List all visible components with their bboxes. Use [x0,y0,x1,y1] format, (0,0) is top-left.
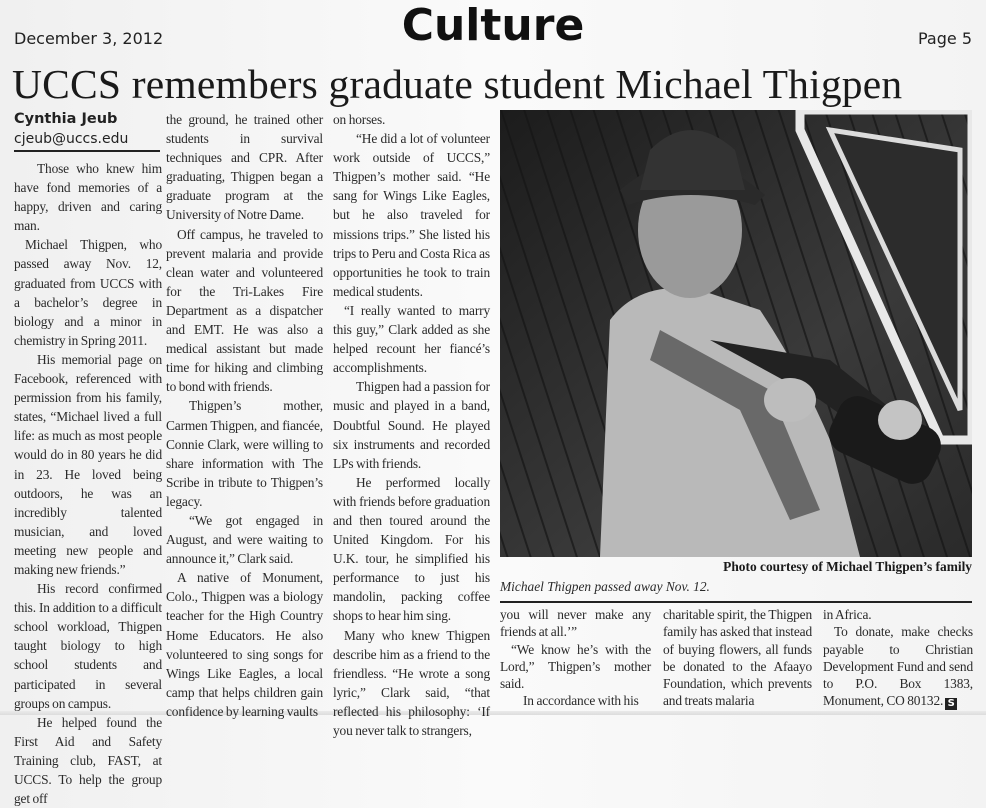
paragraph: He performed locally with friends before graduation and then toured around the United Kingdom. For his U.K. tour, he simplified his performance to just his mandolin, packing coffee shops to hear him sing. [333,474,490,624]
paragraph: the ground, he trained other students in survival techniques and CPR. After graduating, Thigpen began a graduate program at the University of Notre Dame. [166,112,323,223]
article-column-5 [663,606,812,710]
paragraph: Off campus, he traveled to prevent malaria and provide clean water and volunteered for the Tri-Lakes Fire Department as a dispatcher and EMT. He was also a medical assistant but made time for hiking and climbing to bond with friends. [166,226,323,395]
byline-email[interactable]: cjeub@uccs.edu [14,131,129,147]
article-column-1 [14,159,162,808]
paragraph: “He did a lot of volunteer work outside of UCCS,” Thigpen’s mother said. “He sang for Wings Like Eagles, but he also traveled for missions trips.” She listed his trips to Peru and Costa Rica as opportunities he took to train medical students. [333,131,490,299]
paragraph: His memorial page on Facebook, referenced with permission from his family, states, “Michael lived a full life: as much as most people would do in 80 years he did in 23. He loved being outdoors, he was an incredibly talented musician, and loved meeting new people and making new friends.” [14,351,162,577]
article-column-2 [166,110,323,721]
byline-author: Cynthia Jeub [14,111,118,127]
paragraph: in Africa. [823,607,872,622]
caption-divider [500,601,972,603]
paragraph: A native of Monument, Colo., Thigpen was a biology teacher for the High Country Home Educators. He also volunteered to sing songs for Wings Like Eagles, a local camp that helps children gain confidence by learning vaults [166,570,323,719]
photo-musician-with-mandolin [500,110,972,557]
paragraph: “We got engaged in August, and were waiting to announce it,” Clark said. [166,512,323,567]
article-column-6 [823,606,973,710]
article-photo [500,110,972,557]
photo-credit: Photo courtesy of Michael Thigpen’s family [723,559,972,574]
paragraph-text: To donate, make checks payable to Christian Development Fund and send to P.O. Box 1383, Monument, CO 80132. [823,624,973,709]
paragraph: Those who knew him have fond memories of a happy, driven and caring man. [14,161,162,234]
paragraph: “I really wanted to marry this guy,” Clark added as she helped recount her fiancé’s accomplishments. [333,302,490,376]
page-number: Page 5 [918,29,972,48]
paragraph: He helped found the First Aid and Safety Training club, FAST, at UCCS. To help the group get off [14,714,162,807]
paragraph: Many who knew Thigpen describe him as a friend to the friendless. “He wrote a song lyric,” Clark said, “that reflected his philosophy: ‘If you never talk to strangers, [333,627,490,738]
paragraph: His record confirmed this. In addition to a difficult school workload, Thigpen taught biology to high school students and participated in several groups on campus. [14,581,162,711]
issue-date: December 3, 2012 [14,29,164,48]
article-headline: UCCS remembers graduate student Michael Thigpen [12,61,903,107]
paragraph [823,623,973,710]
photo-caption: Michael Thigpen passed away Nov. 12. [500,579,710,594]
paragraph: “We know he’s with the Lord,” Thigpen’s mother said. [500,641,651,692]
paragraph: you will never make any friends at all.’” [500,607,651,640]
paragraph: Michael Thigpen, who passed away Nov. 12, graduated from UCCS with a bachelor’s degree in biology and a minor in chemistry in Spring 2011. [14,237,162,348]
paragraph: Thigpen had a passion for music and played in a band, Doubtful Sound. He played six instruments and recorded LPs with friends. [333,379,490,471]
paragraph: on horses. [333,112,386,127]
article-column-3 [333,110,490,740]
paragraph: charitable spirit, the Thigpen family has asked that instead of buying flowers, all funds be donated to the Afaayo Foundation, which prevents and treats malaria [663,607,812,709]
paragraph: Thigpen’s mother, Carmen Thigpen, and fiancée, Connie Clark, were willing to share information with The Scribe in tribute to Thigpen’s legacy. [166,398,323,509]
paragraph: In accordance with his [523,693,639,709]
end-of-story-icon: S [945,698,957,710]
section-title: Culture [401,0,585,51]
article-column-4 [500,606,651,710]
byline-divider [14,150,160,152]
